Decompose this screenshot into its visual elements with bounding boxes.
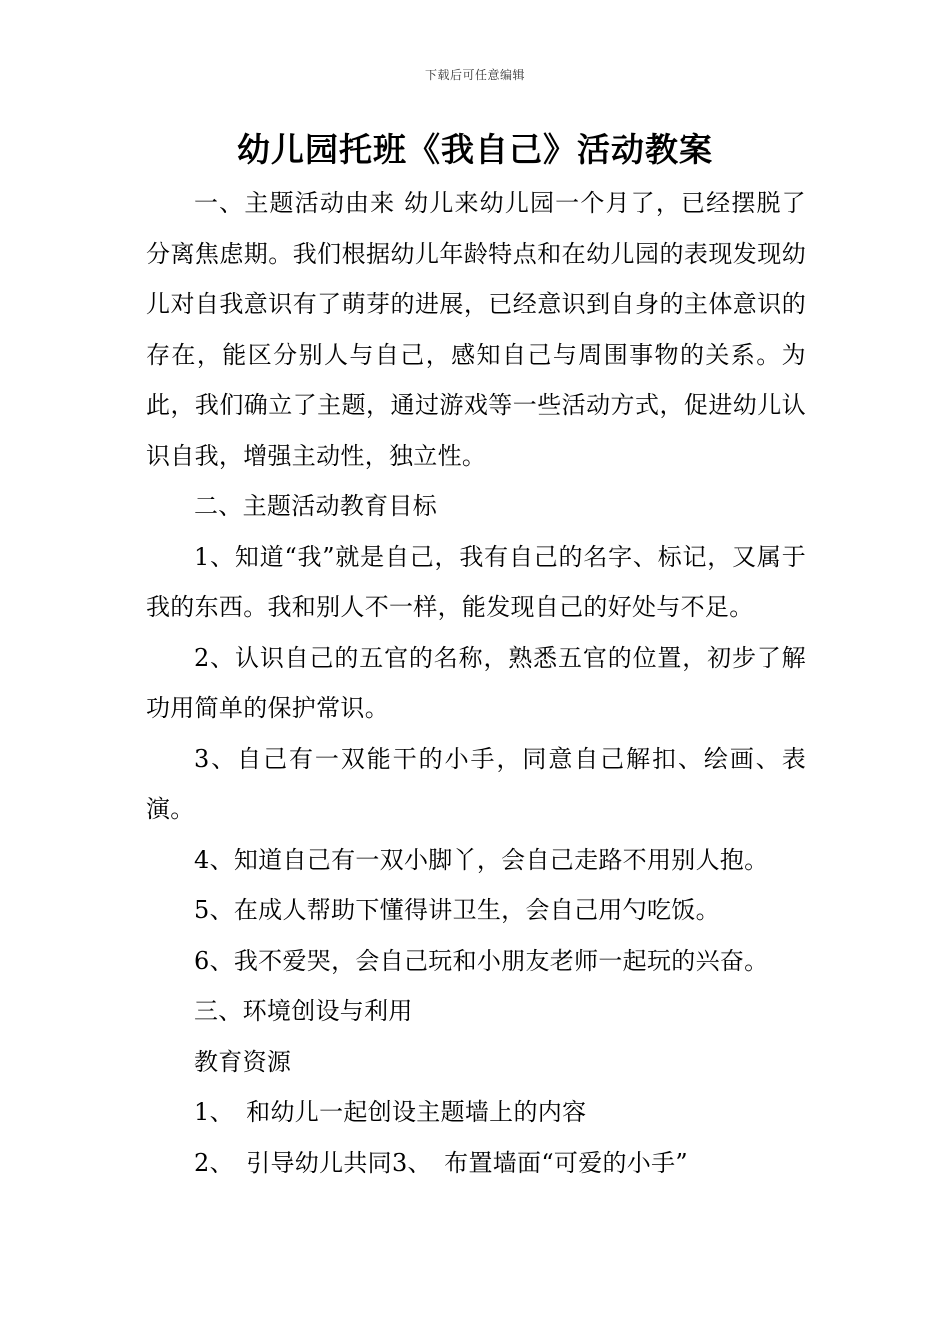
document-title: 幼儿园托班《我自己》活动教案 — [237, 130, 713, 169]
goal-item-4: 4、知道自己有一双小脚丫，会自己走路不用别人抱。 — [194, 845, 769, 874]
resource-item-2: 2、 引导幼儿共同3、 布置墙面“可爱的小手” — [194, 1148, 688, 1177]
paragraph-origin: 一、主题活动由来 幼儿来幼儿园一个月了，已经摆脱了分离焦虑期。我们根据幼儿年龄特点和在幼儿园的表现发现幼儿对自我意识有了萌芽的进展，已经意识到自身的主体意识的存在，能区分别人与自己，感知自己与周围事物的关系。为此，我们确立了主题，通过游戏等一些活动方式，促进幼儿认识自我，增强主动性，独立性。 — [146, 189, 806, 470]
subheading-resources: 教育资源 — [194, 1047, 292, 1076]
goal-item-2: 2、认识自己的五官的名称，熟悉五官的位置，初步了解功用简单的保护常识。 — [146, 643, 806, 722]
goal-item-3: 3、自己有一双能干的小手，同意自己解扣、绘画、表演。 — [146, 744, 806, 823]
heading-environment: 三、环境创设与利用 — [194, 997, 413, 1025]
goal-item-5: 5、在成人帮助下懂得讲卫生，会自己用勺吃饭。 — [194, 896, 720, 924]
header-note: 下载后可任意编辑 — [424, 68, 525, 82]
resource-item-1: 1、 和幼儿一起创设主题墙上的内容 — [194, 1098, 587, 1126]
heading-goals: 二、主题活动教育目标 — [194, 492, 437, 520]
goal-item-1: 1、知道“我”就是自己，我有自己的名字、标记，又属于我的东西。我和别人不一样，能发现自己的好处与不足。 — [146, 542, 806, 621]
goal-item-6: 6、我不爱哭，会自己玩和小朋友老师一起玩的兴奋。 — [194, 946, 769, 975]
document-body — [146, 178, 806, 1188]
